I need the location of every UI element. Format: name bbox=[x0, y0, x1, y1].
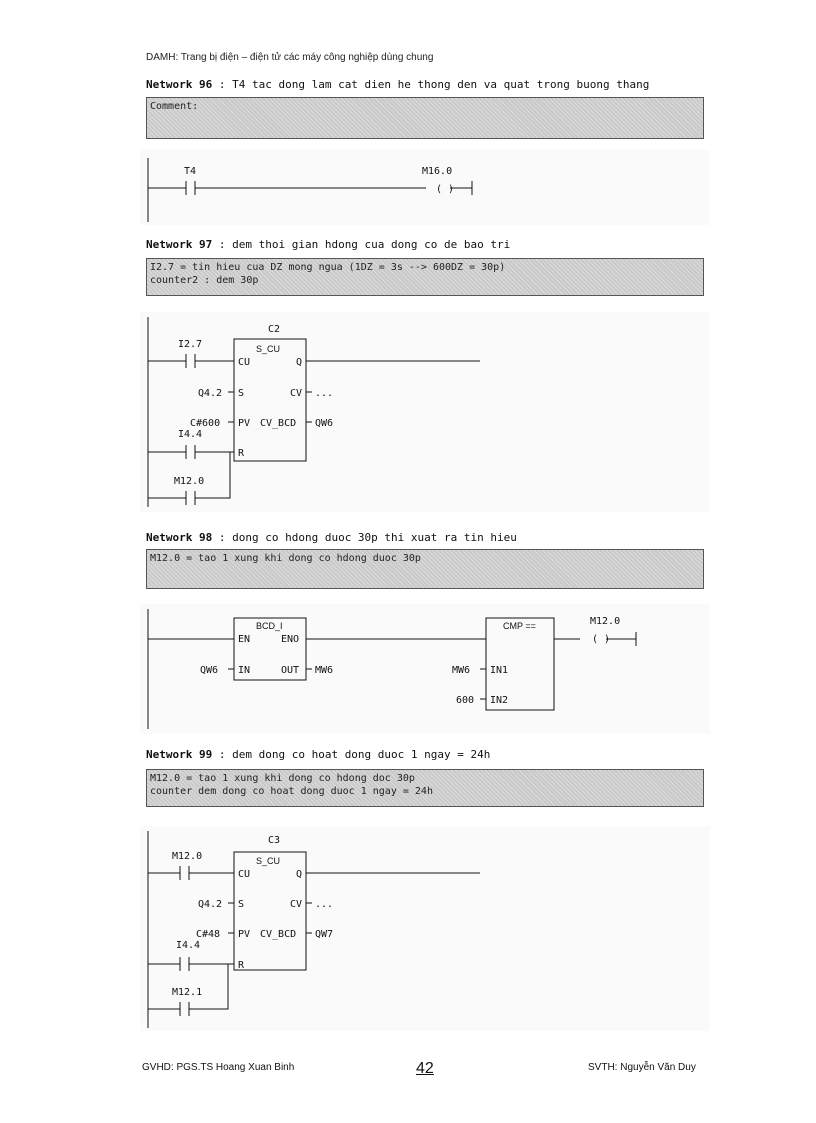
block-type: S_CU bbox=[256, 344, 281, 354]
coil-label: M16.0 bbox=[422, 166, 453, 177]
network-98-title bbox=[146, 531, 517, 544]
output-cvbcd: QW7 bbox=[315, 929, 334, 940]
contact-r-label: I4.4 bbox=[178, 429, 203, 440]
page-header: DAMH: Trang bị điện – điện tử các máy công nghiệp dùng chung bbox=[146, 52, 434, 63]
bcd-type: BCD_I bbox=[256, 621, 283, 631]
comment-line: counter dem dong co hoat dong duoc 1 ngay = 24h bbox=[150, 786, 433, 797]
network-96-label: Network 96 bbox=[146, 78, 213, 91]
network-97-title bbox=[146, 238, 510, 251]
coil-symbol: ( ) bbox=[436, 184, 455, 195]
footer-student: SVTH: Nguyễn Văn Duy bbox=[588, 1062, 696, 1073]
block-type: S_CU bbox=[256, 856, 281, 866]
network-98-desc: : dong co hdong duoc 30p thi xuat ra tin hieu bbox=[218, 531, 517, 544]
input-s: Q4.2 bbox=[198, 388, 223, 399]
pin-out: OUT bbox=[281, 665, 300, 676]
pin-r: R bbox=[238, 960, 245, 971]
network-97-ladder bbox=[140, 312, 710, 516]
contact-cu-label: I2.7 bbox=[178, 339, 203, 350]
pin-in: IN bbox=[238, 665, 251, 676]
output-cv: ... bbox=[315, 388, 334, 399]
network-96-comment bbox=[146, 97, 704, 139]
network-96-title bbox=[146, 78, 649, 91]
comment-line: Comment: bbox=[150, 101, 199, 112]
pin-in1: IN1 bbox=[490, 665, 509, 676]
contact-label: T4 bbox=[184, 166, 197, 177]
input-s: Q4.2 bbox=[198, 899, 223, 910]
counter-name: C3 bbox=[268, 835, 281, 846]
output-cv: ... bbox=[315, 899, 334, 910]
pin-en: EN bbox=[238, 634, 251, 645]
pin-cv: CV bbox=[290, 899, 303, 910]
network-96-desc: : T4 tac dong lam cat dien he thong den va quat trong buong thang bbox=[218, 78, 650, 91]
pin-s: S bbox=[238, 388, 245, 399]
footer-advisor: GVHD: PGS.TS Hoang Xuan Binh bbox=[142, 1062, 295, 1073]
input-pv: C#600 bbox=[190, 418, 221, 429]
pin-q: Q bbox=[296, 357, 303, 368]
bcd-input: QW6 bbox=[200, 665, 219, 676]
comment-line: M12.0 = tao 1 xung khi dong co hdong duoc 30p bbox=[150, 553, 421, 564]
network-99-title bbox=[146, 748, 490, 761]
coil-symbol: ( ) bbox=[592, 634, 611, 645]
cmp-type: CMP == bbox=[503, 621, 536, 631]
network-96-ladder bbox=[140, 150, 710, 229]
pin-q: Q bbox=[296, 869, 303, 880]
contact-r2-label: M12.1 bbox=[172, 987, 203, 998]
page-number: 42 bbox=[416, 1060, 434, 1077]
network-97-desc: : dem thoi gian hdong cua dong co de bao tri bbox=[218, 238, 511, 251]
counter-name: C2 bbox=[268, 324, 281, 335]
pin-cu: CU bbox=[238, 869, 251, 880]
contact-cu-label: M12.0 bbox=[172, 851, 203, 862]
input-pv: C#48 bbox=[196, 929, 221, 940]
pin-r: R bbox=[238, 448, 245, 459]
pin-eno: ENO bbox=[281, 634, 300, 645]
network-99-ladder bbox=[140, 826, 710, 1035]
pin-in2: IN2 bbox=[490, 695, 509, 706]
network-99-comment bbox=[146, 769, 704, 807]
comment-line: I2.7 = tin hieu cua DZ mong ngua (1DZ = 3s --> 600DZ = 30p) bbox=[150, 262, 506, 273]
network-97-label: Network 97 bbox=[146, 238, 213, 251]
pin-cv: CV bbox=[290, 388, 303, 399]
pin-pv: PV bbox=[238, 929, 251, 940]
contact-r2-label: M12.0 bbox=[174, 476, 205, 487]
pin-pv: PV bbox=[238, 418, 251, 429]
bcd-output: MW6 bbox=[315, 665, 334, 676]
cmp-input1: MW6 bbox=[452, 665, 471, 676]
comment-line: M12.0 = tao 1 xung khi dong co hdong doc 30p bbox=[150, 773, 415, 784]
network-99-label: Network 99 bbox=[146, 748, 213, 761]
network-97-comment bbox=[146, 258, 704, 296]
coil-label: M12.0 bbox=[590, 616, 621, 627]
network-99-desc: : dem dong co hoat dong duoc 1 ngay = 24h bbox=[218, 748, 491, 761]
pin-cvbcd: CV_BCD bbox=[260, 418, 297, 429]
pin-s: S bbox=[238, 899, 245, 910]
pin-cu: CU bbox=[238, 357, 251, 368]
network-98-comment bbox=[146, 549, 704, 589]
network-98-ladder bbox=[140, 604, 710, 738]
comment-line: counter2 : dem 30p bbox=[150, 275, 259, 286]
network-98-label: Network 98 bbox=[146, 531, 213, 544]
contact-r-label: I4.4 bbox=[176, 940, 201, 951]
cmp-input2: 600 bbox=[456, 695, 475, 706]
pin-cvbcd: CV_BCD bbox=[260, 929, 297, 940]
output-cvbcd: QW6 bbox=[315, 418, 334, 429]
